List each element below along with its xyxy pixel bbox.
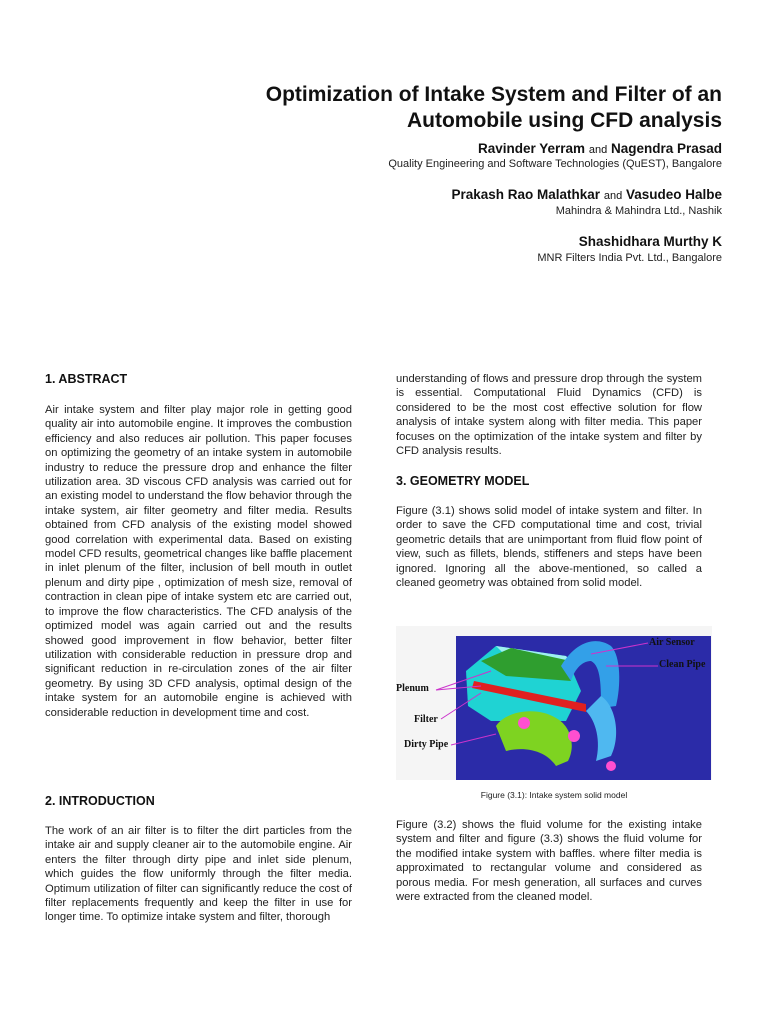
geometry-paragraph: Figure (3.1) shows solid model of intake system and filter. In order to save the CFD computational time and cost, trivial geometric details that are unimportant from fluid flow point of view, such as fillets, blends, stiffeners and steps have been ignored. Ignoring all the above-mentioned, so called a cleaned geometry was obtained from solid model. bbox=[396, 505, 702, 590]
author-name: Vasudeo Halbe bbox=[625, 187, 722, 202]
introduction-body bbox=[45, 824, 352, 925]
abstract-paragraph: Air intake system and filter play major role in getting good quality air into automobile engine. It improves the combustion efficiency and also reduces air pollution. This paper focuses on optimizing the geometry of an intake system in automobile industry to reduce the pressure drop and enhance the filter utilization area. 3D viscous CFD analysis was carried out for an existing model to understand the flow behavior through the intake system, air filter geometry and filter media. Results obtained from CFD analysis of the existing model showed good correlation with experimental data. Based on existing model CFD results, geometrical changes like baffle placement in inlet plenum of the filter, inclusion of bell mouth in outlet plenum and dirty pipe , optimization of mesh size, removal of contraction in clean pipe of intake system etc are carried out, to improve the flow characteristics. The CFD analysis of the optimized model was again carried out and the results showed good improvement in flow behavior, better filter utilization with considerable reduction in pressure drop and significant reduction in re-circulation zones of the air filter geometry. By using 3D CFD analysis, optimal design of the intake system for an automobile engine is achieved with considerable reduction in development time and cost. bbox=[45, 404, 352, 719]
author-line-1 bbox=[478, 141, 722, 156]
paper-title bbox=[162, 82, 722, 134]
intake-system-illustration bbox=[396, 626, 712, 780]
geometry-body bbox=[396, 504, 702, 590]
introduction-paragraph: The work of an air filter is to filter the dirt particles from the intake air and supply cleaner air to the automobile engine. Air enters the filter through dirty pipe and inlet side plenum, which guides the flow uniformly through the filter media. Optimum utilization of filter can significantly reduce the cost of filter replacements frequently and keep the filter in use for longer time. To optimize intake system and filter, thorough bbox=[45, 825, 352, 924]
figure-intake-system bbox=[396, 626, 712, 780]
label-clean-pipe: Clean Pipe bbox=[659, 659, 706, 670]
mount bbox=[518, 717, 530, 729]
affiliation-3: MNR Filters India Pvt. Ltd., Bangalore bbox=[537, 252, 722, 264]
label-dirty-pipe: Dirty Pipe bbox=[404, 739, 449, 750]
author-line-3 bbox=[579, 234, 722, 249]
title-line-2: Automobile using CFD analysis bbox=[406, 109, 722, 132]
geometry-paragraph-2: Figure (3.2) shows the fluid volume for the existing intake system and filter and figure (3.3) shows the fluid volume for the modified intake system with baffles. where filter media is approximated to rectangular volume and considered as porous media. For mesh generation, all surfaces and curves were extracted from the cleaned model. bbox=[396, 819, 702, 904]
section-heading-introduction: 2. INTRODUCTION bbox=[45, 794, 155, 808]
author-and: and bbox=[603, 190, 623, 202]
affiliation-1: Quality Engineering and Software Technologies (QuEST), Bangalore bbox=[388, 158, 722, 170]
geometry-body-continued bbox=[396, 818, 702, 904]
mount bbox=[606, 761, 616, 771]
author-line-2 bbox=[451, 187, 722, 202]
mount bbox=[568, 730, 580, 742]
author-name: Ravinder Yerram bbox=[477, 141, 586, 156]
author-and: and bbox=[588, 144, 608, 156]
author-name: Nagendra Prasad bbox=[610, 141, 722, 156]
author-name: Shashidhara Murthy K bbox=[578, 234, 722, 249]
affiliation-2: Mahindra & Mahindra Ltd., Nashik bbox=[555, 205, 722, 217]
author-name: Prakash Rao Malathkar bbox=[451, 187, 601, 202]
introduction-paragraph-continued: understanding of flows and pressure drop through the system is essential. Computational Fluid Dynamics (CFD) is considered to be the most cost effective solution for flow analysis of intake system along with filter media. This paper focuses on the optimization of the intake system and filter by CFD analysis results. bbox=[396, 373, 702, 458]
title-line-1: Optimization of Intake System and Filter of an bbox=[265, 83, 722, 106]
label-plenum: Plenum bbox=[396, 683, 429, 694]
abstract-body bbox=[45, 403, 352, 720]
label-filter: Filter bbox=[414, 714, 438, 725]
figure-caption: Figure (3.1): Intake system solid model bbox=[480, 790, 628, 800]
label-air-sensor: Air Sensor bbox=[649, 637, 695, 648]
introduction-continued bbox=[396, 372, 702, 458]
section-heading-abstract: 1. ABSTRACT bbox=[45, 372, 128, 386]
section-heading-geometry: 3. GEOMETRY MODEL bbox=[396, 474, 530, 488]
